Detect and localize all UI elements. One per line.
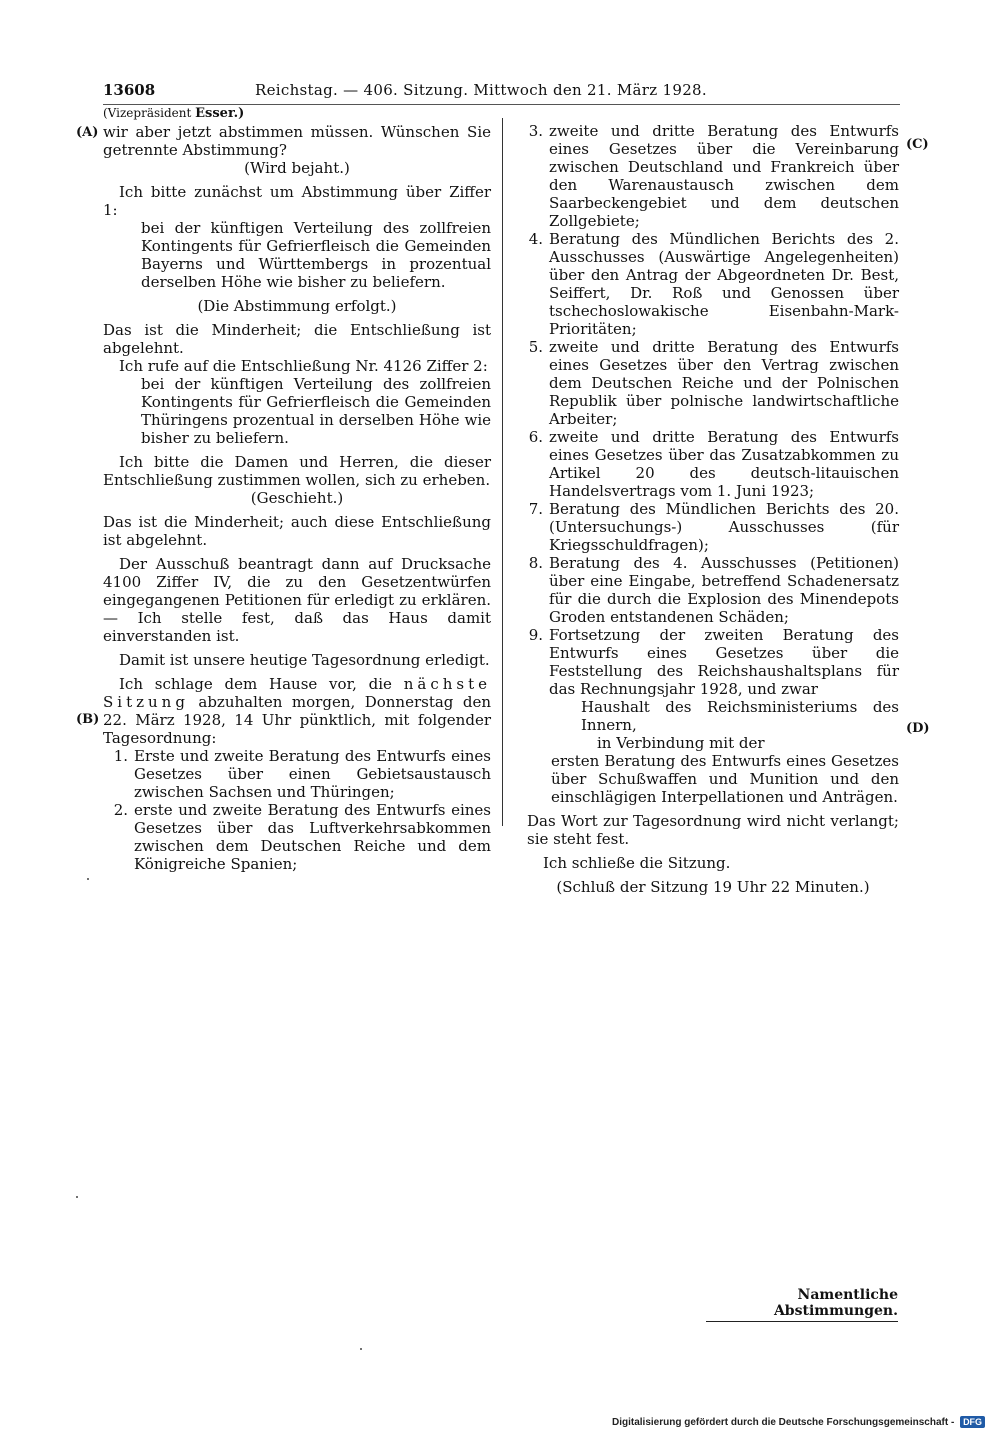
- column-divider: [502, 118, 503, 826]
- agenda-item: [527, 626, 899, 698]
- agenda-subitem: ersten Beratung des Entwurfs eines Gesetzes über Schußwaffen und Munition und den einschlägigen Interpellationen und Anträgen.: [551, 752, 899, 806]
- digitization-note: [612, 1416, 985, 1428]
- next-section-title: Namentliche Abstimmungen.: [706, 1287, 898, 1322]
- running-header: [103, 80, 900, 105]
- paragraph: Ich bitte zunächst um Abstimmung über Ziffer 1:: [103, 183, 491, 219]
- right-column: [527, 122, 899, 896]
- paragraph: Ich bitte die Damen und Herren, die dieser Entschließung zustimmen wollen, sich zu erheben.: [103, 453, 491, 489]
- speaker-role: (Vizepräsident: [103, 106, 192, 120]
- procedural-remark: (Geschieht.): [250, 489, 344, 507]
- text-run: Ich schlage dem Hause vor, die: [119, 675, 392, 693]
- agenda-item: [527, 122, 899, 230]
- margin-marker-a: (A): [76, 125, 99, 140]
- scan-speck: [360, 1348, 362, 1350]
- budget-heading: Haushalt des Reichsministeriums des Innern,: [581, 698, 899, 734]
- agenda-item-number: 4.: [528, 230, 543, 248]
- agenda-item-number: 1.: [113, 747, 128, 765]
- paragraph: Damit ist unsere heutige Tagesordnung erledigt.: [119, 651, 490, 669]
- speaker-name: Esser.): [195, 106, 245, 121]
- margin-marker-b: (B): [76, 712, 100, 727]
- agenda-item: [103, 747, 491, 801]
- connection-note: in Verbindung mit der: [597, 734, 765, 752]
- resolution-quote: bei der künftigen Verteilung des zollfreien Kontingents für Gefrierfleisch die Gemeinden Thüringens prozentual in derselben Höhe wie bisher zu beliefern.: [141, 375, 491, 447]
- paragraph: Das Wort zur Tagesordnung wird nicht verlangt; sie steht fest.: [527, 812, 899, 848]
- paragraph: Das ist die Minderheit; auch diese Entschließung ist abgelehnt.: [103, 513, 491, 549]
- dfg-logo: DFG: [960, 1416, 985, 1428]
- agenda-item: [103, 801, 491, 873]
- agenda-item-text: zweite und dritte Beratung des Entwurfs eines Gesetzes über das Zusatzabkommen zu Artikel 20 des deutsch-litauischen Handelsvertrags vom 1. Juni 1923;: [549, 428, 899, 500]
- scan-speck: [87, 878, 89, 880]
- agenda-item-text: Fortsetzung der zweiten Beratung des Entwurfs eines Gesetzes über die Feststellung des Reichshaushaltsplans für das Rechnungsjahr 1928, und zwar: [549, 626, 899, 698]
- agenda-item: [527, 428, 899, 500]
- scan-speck: [76, 1196, 78, 1198]
- agenda-item-number: 7.: [528, 500, 543, 518]
- paragraph: Ich rufe auf die Entschließung Nr. 4126 Ziffer 2:: [119, 357, 488, 375]
- agenda-item-number: 3.: [528, 122, 543, 140]
- agenda-item-text: Beratung des Mündlichen Berichts des 20. (Untersuchungs-) Ausschusses (für Kriegsschuldfragen);: [549, 500, 899, 554]
- left-column: [103, 104, 491, 873]
- speaker-line: [103, 104, 491, 123]
- paragraph: wir aber jetzt abstimmen müssen. Wünschen Sie getrennte Abstimmung?: [103, 123, 491, 159]
- agenda-item-text: Beratung des 4. Ausschusses (Petitionen) über eine Eingabe, betreffend Schadenersatz für die durch die Explosion des Minendepots Groden entstandenen Schäden;: [549, 554, 899, 626]
- running-title: Reichstag. — 406. Sitzung. Mittwoch den 21. März 1928.: [255, 81, 707, 99]
- procedural-remark: (Wird bejaht.): [244, 159, 350, 177]
- closing-remark: (Schluß der Sitzung 19 Uhr 22 Minuten.): [556, 878, 870, 896]
- text-run: abzuhalten morgen, Donnerstag den 22. März 1928, 14 Uhr pünktlich, mit folgender Tagesordnung:: [103, 693, 491, 747]
- page-number: 13608: [103, 81, 156, 99]
- agenda-item-number: 6.: [528, 428, 543, 446]
- agenda-item: [527, 500, 899, 554]
- agenda-item-text: zweite und dritte Beratung des Entwurfs eines Gesetzes über die Vereinbarung zwischen Deutschland und Frankreich über den Warenaustausch zwischen dem Saarbeckengebiet und dem deutschen Zollgebiete;: [549, 122, 899, 230]
- agenda-item-text: Beratung des Mündlichen Berichts des 2. Ausschusses (Auswärtige Angelegenheiten) über den Antrag der Abgeordneten Dr. Best, Seiffert, Dr. Roß und Genossen über tschechoslowakische Eisenbahn-Mark-Prioritäten;: [549, 230, 899, 338]
- paragraph: Der Ausschuß beantragt dann auf Drucksache 4100 Ziffer IV, die zu den Gesetzentwürfen eingegangenen Petitionen für erledigt zu erklären. — Ich stelle fest, daß das Haus damit einverstanden ist.: [103, 555, 491, 645]
- agenda-item: [527, 338, 899, 428]
- agenda-item: [527, 230, 899, 338]
- procedural-remark: (Die Abstimmung erfolgt.): [197, 297, 397, 315]
- paragraph: Das ist die Minderheit; die Entschließung ist abgelehnt.: [103, 321, 491, 357]
- paragraph: [103, 675, 491, 747]
- agenda-item: [527, 554, 899, 626]
- agenda-item-number: 2.: [113, 801, 128, 819]
- agenda-item-number: 8.: [528, 554, 543, 572]
- agenda-item-number: 9.: [528, 626, 543, 644]
- agenda-item-text: erste und zweite Beratung des Entwurfs eines Gesetzes über das Luftverkehrsabkommen zwischen dem Deutschen Reiche und dem Königreiche Spanien;: [134, 801, 491, 873]
- digitization-text: Digitalisierung gefördert durch die Deutsche Forschungsgemeinschaft -: [612, 1417, 955, 1428]
- paragraph: Ich schließe die Sitzung.: [543, 854, 731, 872]
- margin-marker-d: (D): [906, 721, 930, 736]
- agenda-item-text: zweite und dritte Beratung des Entwurfs eines Gesetzes über den Vertrag zwischen dem Deutschen Reiche und der Polnischen Republik über polnische landwirtschaftliche Arbeiter;: [549, 338, 899, 428]
- agenda-item-number: 5.: [528, 338, 543, 356]
- resolution-quote: bei der künftigen Verteilung des zollfreien Kontingents für Gefrierfleisch die Gemeinden Bayerns und Württembergs in prozentual derselben Höhe wie bisher zu beliefern.: [141, 219, 491, 291]
- margin-marker-c: (C): [906, 137, 929, 152]
- agenda-item-text: Erste und zweite Beratung des Entwurfs eines Gesetzes über einen Gebietsaustausch zwischen Sachsen und Thüringen;: [134, 747, 491, 801]
- emphasized-text: nächste Sitzung: [103, 675, 491, 711]
